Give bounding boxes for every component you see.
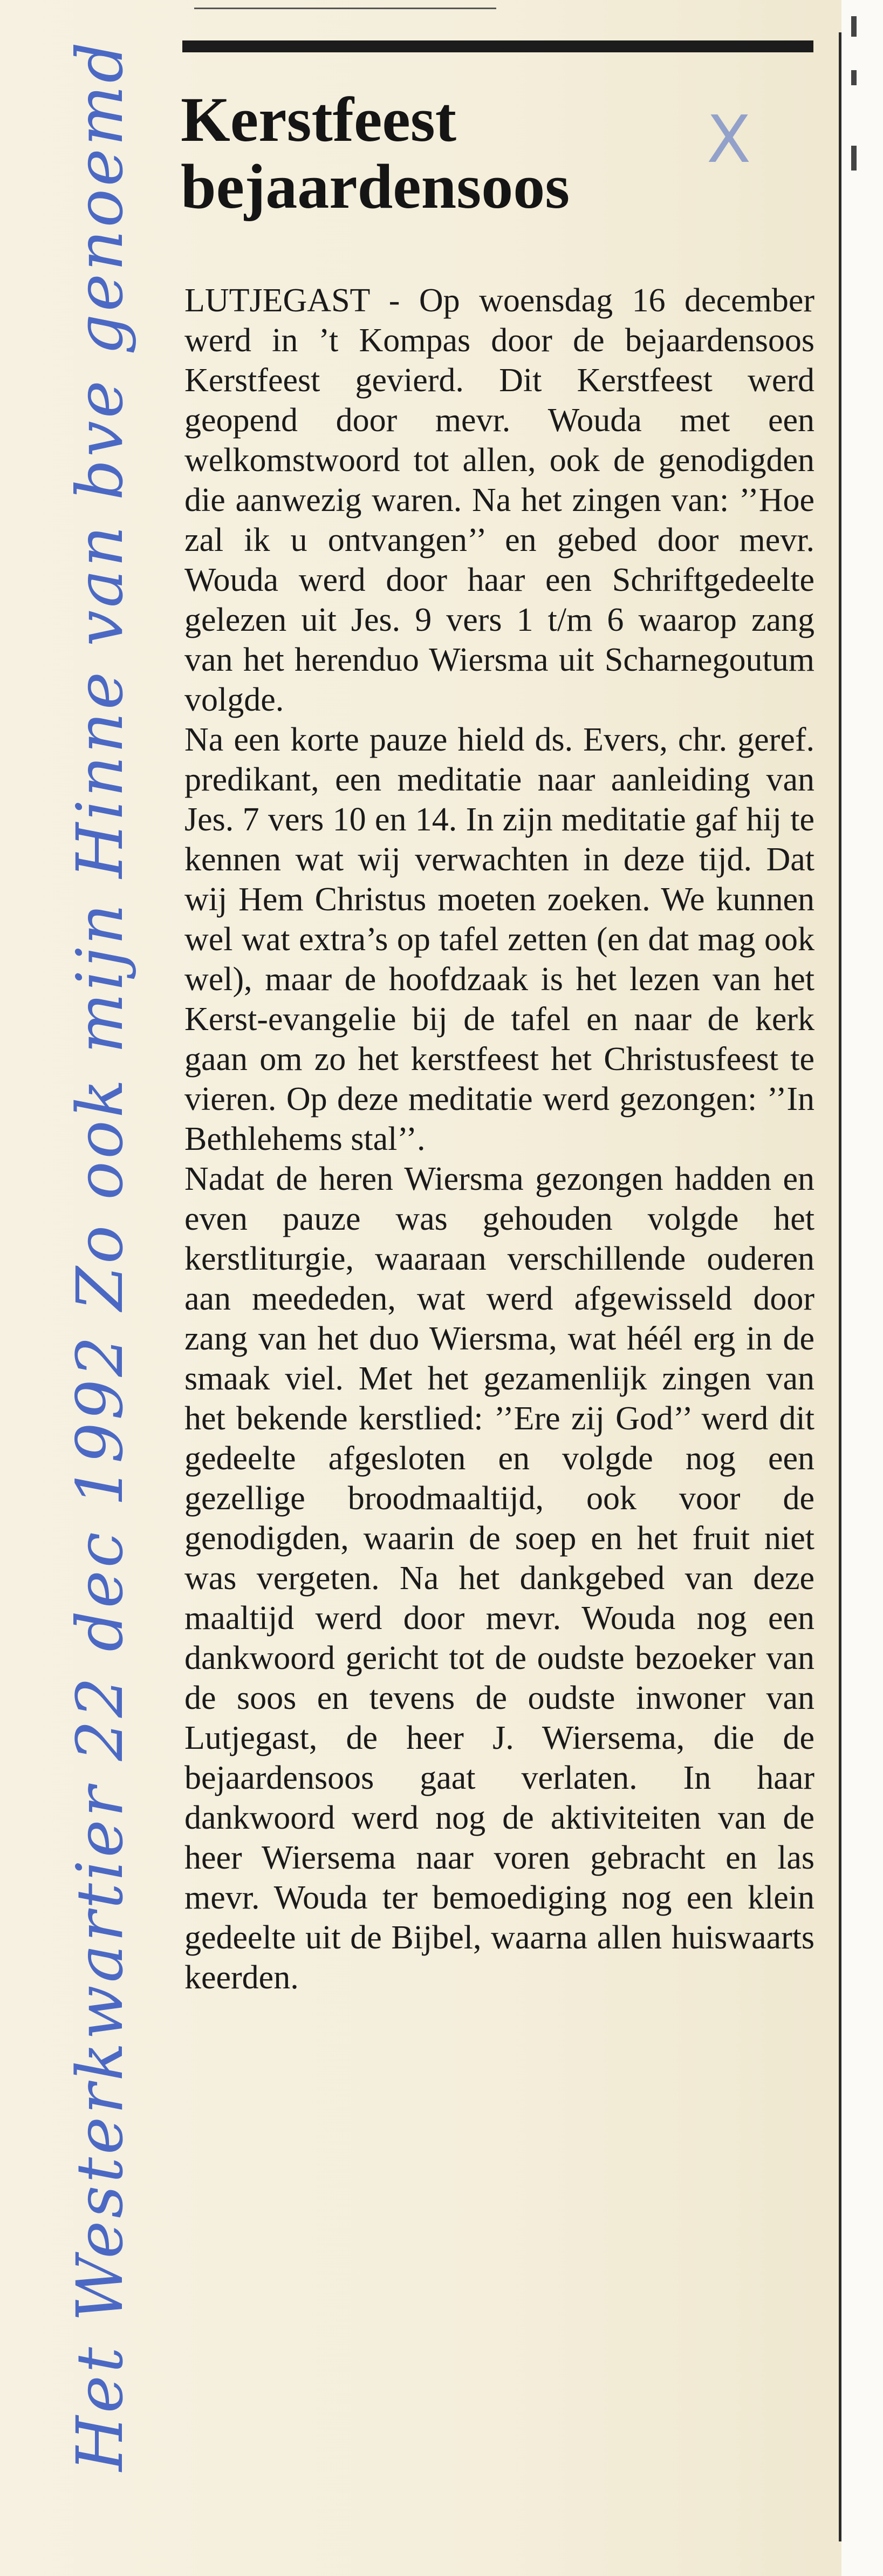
scan-background: [841, 0, 883, 2576]
handwritten-x-mark: X: [707, 103, 751, 178]
adjacent-text-fragment: [851, 146, 857, 171]
adjacent-article-fragment: [194, 0, 496, 9]
article-paragraph: Na een korte pauze hield ds. Evers, chr. geref. predikant, een meditatie naar aanleiding van Jes. 7 vers 10 en 14. In zijn meditatie gaf hij te kennen wat wij verwachten in deze tijd. Dat wij Hem Christus moeten zoeken. We kunnen wel wat extra’s op tafel zetten (en dat mag ook wel), maar de hoofdzaak is het lezen van het Kerst-evangelie bij de tafel en naar de kerk gaan om zo het kerstfeest het Christusfeest te vieren. Op deze meditatie werd gezongen: ’’In Bethlehems stal’’.: [184, 721, 814, 1157]
adjacent-text-fragment: [851, 16, 857, 37]
column-rule: [839, 32, 841, 2541]
handwritten-source-note: Het Westerkwartier 22 dec 1992 Zo ook mijn Hinne van bve genoemd: [63, 39, 137, 2471]
article-paragraph: LUTJEGAST - Op woensdag 16 december werd in ’t Kompas door de bejaardensoos Kerstfeest gevierd. Dit Kerstfeest werd geopend door mevr. Wouda met een welkomstwoord tot allen, ook de genodigden die aanwezig waren. Na het zingen van: ’’Hoe zal ik u ontvangen’’ en gebed door mevr. Wouda werd door haar een Schriftgedeelte gelezen uit Jes. 9 vers 1 t/m 6 waarop zang van het herenduo Wiersma uit Scharnegoutum volgde.: [184, 282, 814, 718]
article-headline: [181, 86, 774, 220]
headline-line-2: bejaardensoos: [181, 151, 570, 222]
header-rule: [182, 40, 813, 52]
adjacent-text-fragment: [851, 70, 857, 85]
headline-line-1: Kerstfeest: [181, 84, 457, 155]
article-paragraph: Nadat de heren Wiersma gezongen hadden en even pauze was gehouden volgde het kerstliturgie, waaraan verschillende ouderen aan meededen, wat werd afgewisseld door zang van het duo Wiersma, wat héél erg in de smaak viel. Met het gezamenlijk zingen van het bekende kerstlied: ’’Ere zij God’’ werd dit gedeelte afgesloten en volgde nog een gezellige broodmaaltijd, ook voor de genodigden, waarin de soep en het fruit niet was vergeten. Na het dankgebed van deze maaltijd werd door mevr. Wouda nog een dankwoord gericht tot de oudste bezoeker van de soos en tevens de oudste inwoner van Lutjegast, de heer J. Wiersema, die de bejaardensoos gaat verlaten. In haar dankwoord werd nog de aktiviteiten van de heer Wiersema naar voren gebracht en las mevr. Wouda ter bemoediging nog een klein gedeelte uit de Bijbel, waarna allen huiswaarts keerden.: [184, 1161, 814, 1996]
article-body: [184, 281, 814, 2525]
